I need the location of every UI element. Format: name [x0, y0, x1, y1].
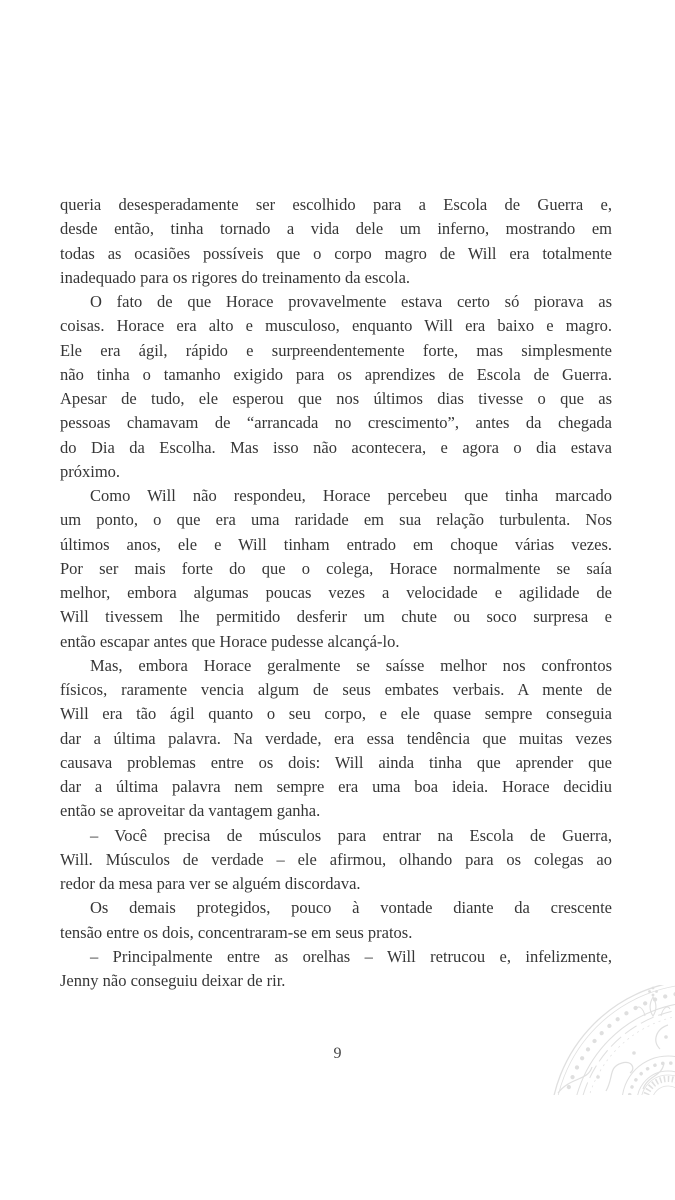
text-line: do Dia da Escolha. Mas isso não acontecera, e agora o dia estava [60, 437, 612, 457]
text-line: O fato de que Horace provavelmente estava certo só piorava as [90, 292, 612, 311]
page-number: 9 [333, 1045, 342, 1062]
paragraph [60, 896, 612, 945]
page-text [60, 193, 612, 993]
text-line: Por ser mais forte do que o colega, Horace normalmente se saía [60, 558, 612, 578]
text-line: tensão entre os dois, concentraram-se em seus pratos. [60, 922, 413, 942]
text-line: próximo. [60, 461, 121, 481]
text-line: um ponto, o que era uma raridade em sua relação turbulenta. Nos [60, 510, 612, 530]
text-line: causava problemas entre os dois: Will ainda tinha que aprender que [60, 752, 612, 772]
text-line: dar a última palavra nem sempre era uma boa ideia. Horace decidiu [60, 777, 612, 796]
text-line: físicos, raramente vencia algum de seus embates verbais. A mente de [60, 680, 612, 699]
paragraph [60, 193, 612, 290]
paragraph [60, 654, 612, 824]
paragraph [60, 945, 612, 994]
text-line: inadequado para os rigores do treinamento da escola. [60, 267, 411, 287]
text-line: últimos anos, ele e Will tinham entrado em choque várias vezes. [60, 534, 612, 554]
paragraph [60, 824, 612, 897]
paragraph [60, 290, 612, 484]
lace-medallion-ornament-icon [548, 985, 675, 1095]
text-line: Ele era ágil, rápido e surpreendentemente forte, mas simplesmente [60, 340, 612, 360]
text-line: Como Will não respondeu, Horace percebeu que tinha marcado [90, 486, 612, 505]
text-line: então se aproveitar da vantagem ganha. [60, 801, 321, 821]
text-line: Os demais protegidos, pouco à vontade diante da crescente [90, 898, 612, 918]
text-line: então escapar antes que Horace pudesse alcançá-lo. [60, 631, 400, 651]
text-line: Apesar de tudo, ele esperou que nos últimos dias tivesse o que as [60, 389, 612, 408]
text-line: Jenny não conseguiu deixar de rir. [60, 971, 286, 990]
text-line: dar a última palavra. Na verdade, era essa tendência que muitas vezes [60, 728, 612, 748]
text-line: Will era tão ágil quanto o seu corpo, e ele quase sempre conseguia [60, 704, 612, 724]
corner-ornament-clip [548, 985, 675, 1095]
text-line: não tinha o tamanho exigido para os aprendizes de Escola de Guerra. [60, 364, 612, 384]
text-line: pessoas chamavam de “arrancada no crescimento”, antes da chegada [60, 413, 612, 433]
paragraph [60, 484, 612, 654]
text-line: – Você precisa de músculos para entrar na Escola de Guerra, [90, 825, 612, 845]
text-line: queria desesperadamente ser escolhido para a Escola de Guerra e, [60, 195, 612, 214]
text-line: Will tivessem lhe permitido desferir um chute ou soco surpresa e [60, 607, 612, 627]
text-line: Will. Músculos de verdade – ele afirmou, olhando para os colegas ao [60, 849, 612, 869]
text-line: coisas. Horace era alto e musculoso, enquanto Will era baixo e magro. [60, 316, 612, 336]
text-line: melhor, embora algumas poucas vezes a velocidade e agilidade de [60, 583, 612, 602]
text-line: desde então, tinha tornado a vida dele um inferno, mostrando em [60, 219, 612, 239]
text-line: todas as ocasiões possíveis que o corpo magro de Will era totalmente [60, 243, 612, 263]
text-line: – Principalmente entre as orelhas – Will retrucou e, infelizmente, [90, 946, 612, 966]
text-line: Mas, embora Horace geralmente se saísse melhor nos confrontos [90, 655, 612, 675]
text-line: redor da mesa para ver se alguém discordava. [60, 874, 361, 893]
